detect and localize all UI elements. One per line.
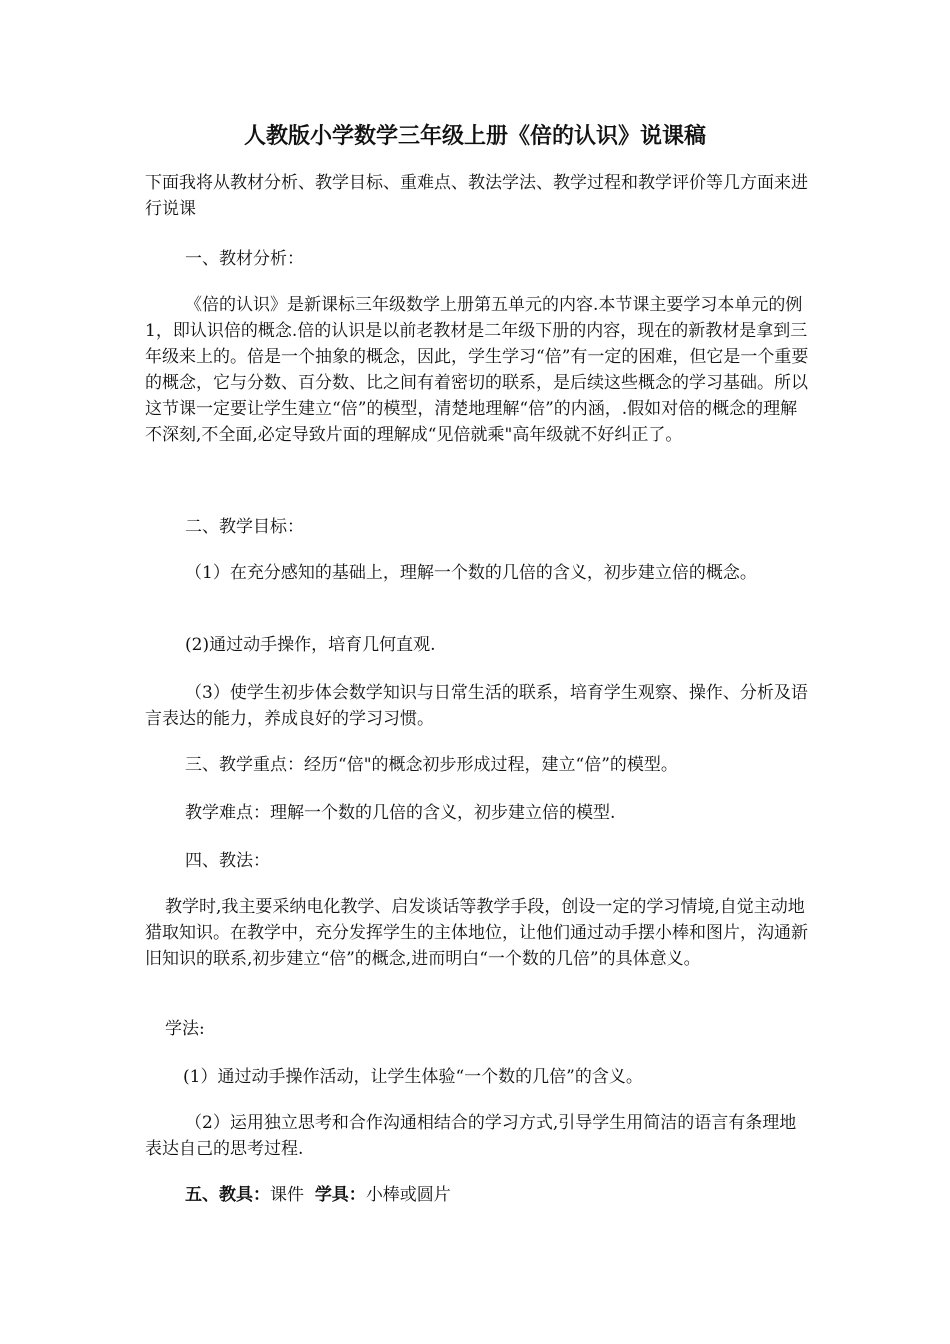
- goal-item-2: (2)通过动手操作，培育几何直观.: [185, 635, 436, 655]
- goal-item-3: （3）使学生初步体会数学知识与日常生活的联系，培育学生观察、操作、分析及语言表达的能力，养成良好的学习习惯。: [145, 683, 808, 729]
- intro-paragraph: 下面我将从教材分析、教学目标、重难点、教法学法、教学过程和教学评价等几方面来进行说课: [145, 173, 808, 219]
- student-tools-value: 小棒或圆片: [365, 1185, 451, 1205]
- tools-value: 课件: [270, 1185, 304, 1205]
- key-points-paragraph: 三、教学重点：经历“倍"的概念初步形成过程，建立“倍”的模型。: [185, 755, 678, 775]
- study-methods-heading: 学法:: [165, 1019, 205, 1039]
- section-heading-goals: 二、教学目标：: [185, 517, 304, 537]
- tools-label: 五、教具：: [185, 1185, 270, 1205]
- study-item-2: （2）运用独立思考和合作沟通相结合的学习方式,引导学生用简洁的语言有条理地表达自己的思考过程.: [145, 1113, 797, 1159]
- study-item-1: (1）通过动手操作活动，让学生体验“一个数的几倍”的含义。: [183, 1067, 643, 1087]
- materials-analysis-paragraph: 《倍的认识》是新课标三年级数学上册第五单元的内容.本节课主要学习本单元的例1，即认识倍的概念.倍的认识是以前老教材是二年级下册的内容，现在的新教材是拿到三年级来上的。倍是一个抽象的概念，因此，学生学习“倍”有一定的困难，但它是一个重要的概念，它与分数、百分数、比之间有着密切的联系，是后续这些概念的学习基础。所以这节课一定要让学生建立“倍”的模型，清楚地理解“倍”的内涵，.假如对倍的概念的理解不深刻,不全面,必定导致片面的理解成“见倍就乘"高年级就不好纠正了。: [145, 295, 809, 445]
- difficulty-paragraph: 教学难点：理解一个数的几倍的含义，初步建立倍的模型.: [185, 803, 616, 823]
- teaching-methods-paragraph: 教学时,我主要采纳电化教学、启发谈话等教学手段，创设一定的学习情境,自觉主动地猎取知识。在教学中，充分发挥学生的主体地位，让他们通过动手摆小棒和图片，沟通新旧知识的联系,初步建立“倍”的概念,进而明白“一个数的几倍”的具体意义。: [145, 897, 808, 969]
- student-tools-label: 学具：: [314, 1185, 366, 1205]
- page-title: 人教版小学数学三年级上册《倍的认识》说课稿: [243, 123, 706, 149]
- section-heading-methods: 四、教法：: [185, 851, 270, 871]
- goal-item-1: （1）在充分感知的基础上，理解一个数的几倍的含义，初步建立倍的概念。: [185, 563, 757, 583]
- tools-paragraph: [145, 1182, 810, 1208]
- section-heading-materials: 一、教材分析：: [185, 249, 304, 269]
